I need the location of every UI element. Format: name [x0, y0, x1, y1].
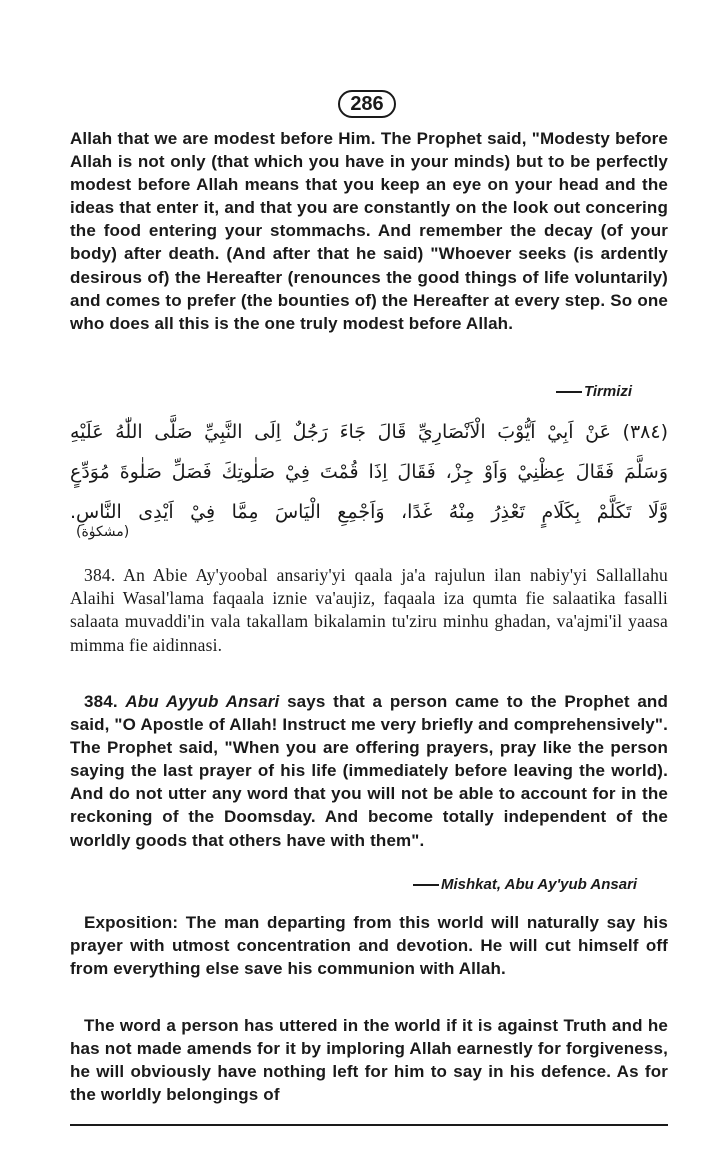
arabic-hadith: [70, 412, 668, 532]
transliteration-paragraph: 384. An Abie Ay'yoobal ansariy'yi qaala ja'a rajulun ilan nabiy'yi Sallallahu Alaihi Wasal'lama faqaala iznie va'aujiz, faqaala iza qumta fie salaatika fasalli salaata muvaddi'in vala takallam bikalamin tu'ziru minhu ghadan, va'ajmi'il yaasa mimma fie aidinnasi.: [70, 565, 668, 655]
exposition-paragraph: [70, 911, 668, 980]
page-number: 286: [338, 90, 396, 118]
paragraph-modesty: Allah that we are modest before Him. The Prophet said, "Modesty before Allah is not only (that which you have in your minds) but to be perfectly modest before Allah means that you keep an eye on your head and the ideas that enter it, and that you are constantly on the look out concering the food entering your stommachs. And remember the decay (of your body) after death. (And after that he said) "Whoever seeks (is ardently desirous of) the Hereafter (renounces the good things of life voluntarily) and comes to prefer (the bounties of) the Hereafter at every step. So one who does all this is the one truly modest before Allah.: [70, 129, 668, 333]
attribution-mishkat: [413, 876, 637, 893]
arabic-source: (مشكوٰة): [76, 524, 130, 540]
attribution-dash: [413, 884, 439, 886]
attribution-source: Mishkat, Abu Ay'yub Ansari: [441, 876, 638, 893]
paragraph-hadith-translation: [70, 690, 668, 852]
hadith-number: 384.: [84, 692, 118, 711]
attribution-dash: [556, 391, 582, 393]
attribution-tirmizi: [556, 383, 632, 400]
bottom-underline: [70, 1124, 668, 1126]
exposition-text: The man departing from this world will naturally say his prayer with utmost concentration and devotion. He will cut himself off from everything else save his communion with Allah.: [70, 913, 668, 979]
arabic-line: وَّلَا تَكَلَّمْ بِكَلَامٍ تَعْذِرُ مِنْهُ غَدًا، وَاَجْمِعِ الْيَاسَ مِمَّا فِيْ اَيْدِى النَّاسِ.: [70, 501, 668, 523]
paragraph-worldly-belongings: The word a person has uttered in the world if it is against Truth and he has not made amends for it by imploring Allah earnestly for forgiveness, he will obviously have nothing left for him to say in his defence. As for the worldly belongings of: [70, 1016, 668, 1105]
arabic-line: وَسَلَّمَ فَقَالَ عِظْنِيْ وَاَوْ جِزْ، فَقَالَ اِذَا قُمْتَ فِيْ صَلٰوتِكَ فَصَلِّ صَلٰوةَ مُوَدِّعٍ: [70, 461, 668, 483]
narrator-name: Abu Ayyub Ansari: [125, 692, 280, 711]
arabic-line: (٣٨٤) عَنْ اَبِيْ اَيُّوْبَ الْاَنْصَارِيِّ قَالَ جَاءَ رَجُلٌ اِلَى النَّبِيِّ صَلَّى اللّٰهُ عَلَيْهِ: [70, 421, 668, 443]
hadith-translation-text: says that a person came to the Prophet and said, "O Apostle of Allah! Instruct me very briefly and comprehensively". The Prophet said, "When you are offering prayers, pray like the person saying the last prayer of his life (immediately before leaving the world). And do not utter any word that you will not be able to account for in the reckoning of the Doomsday. And become totally independent of the worldly goods that others have with them".: [70, 692, 668, 850]
attribution-source: Tirmizi: [584, 383, 633, 400]
exposition-label: Exposition:: [84, 913, 179, 932]
